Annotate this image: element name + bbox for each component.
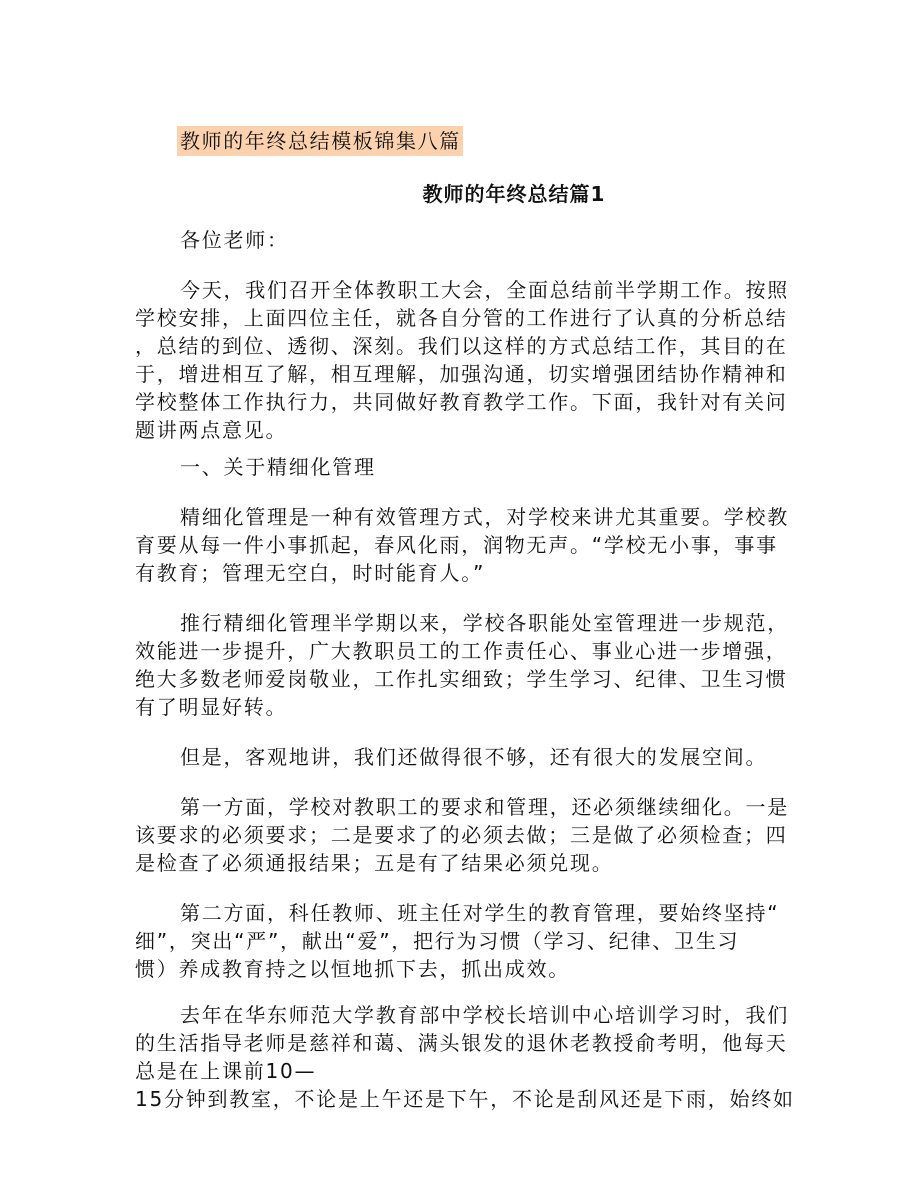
paragraph-line: 育要从每一件小事抓起，春风化雨，润物无声。“学校无小事，事事 bbox=[135, 533, 778, 557]
section-heading: 教师的年终总结篇1 bbox=[422, 182, 606, 206]
paragraph bbox=[135, 793, 789, 877]
document-title: 教师的年终总结模板锦集八篇 bbox=[177, 126, 463, 156]
paragraph-line: ，总结的到位、透彻、深刻。我们以这样的方式总结工作，其目的在 bbox=[135, 334, 788, 358]
paragraph-line: 有了明显好转。 bbox=[135, 695, 288, 719]
paragraph bbox=[135, 1001, 795, 1113]
paragraph-line: 该要求的必须要求；二是要求了的必须去做；三是做了必须检查；四 bbox=[135, 823, 788, 847]
paragraph-line: 细”，突出“严”，献出“爱”，把行为习惯（学习、纪律、卫生习 bbox=[135, 929, 740, 953]
paragraph-line: 有教育；管理无空白，时时能育人。” bbox=[135, 561, 486, 585]
paragraph-line: 精细化管理是一种有效管理方式，对学校来讲尤其重要。学校教 bbox=[180, 505, 789, 529]
paragraph bbox=[135, 276, 789, 444]
paragraph-line: 今天，我们召开全体教职工大会，全面总结前半学期工作。按照 bbox=[180, 278, 789, 302]
paragraph-line: 但是，客观地讲，我们还做得很不够，还有很大的发展空间。 bbox=[180, 745, 768, 769]
paragraph-line: 总是在上课前10— bbox=[135, 1059, 317, 1083]
paragraph-line: 效能进一步提升，广大教职员工的工作责任心、事业心进一步增强， bbox=[135, 639, 788, 663]
paragraph bbox=[135, 899, 780, 983]
paragraph-line: 绝大多数老师爱岗敬业，工作扎实细致；学生学习、纪律、卫生习惯 bbox=[135, 667, 788, 691]
paragraph-line: 各位老师： bbox=[180, 228, 289, 252]
paragraph bbox=[135, 226, 775, 254]
paragraph-line: 是检查了必须通报结果；五是有了结果必须兑现。 bbox=[135, 851, 614, 875]
paragraph-line: 第一方面，学校对教职工的要求和管理，还必须继续细化。一是 bbox=[180, 795, 789, 819]
paragraph bbox=[135, 503, 789, 587]
paragraph bbox=[135, 609, 789, 721]
paragraph-line: 惯）养成教育持之以恒地抓下去，抓出成效。 bbox=[135, 957, 570, 981]
paragraph-line: 学校整体工作执行力，共同做好教育教学工作。下面，我针对有关问 bbox=[135, 390, 788, 414]
paragraph bbox=[135, 453, 775, 481]
paragraph-line: 15分钟到教室，不论是上午还是下午，不论是刮风还是下雨，始终如 bbox=[135, 1087, 795, 1111]
paragraph-line: 去年在华东师范大学教育部中学校长培训中心培训学习时，我们 bbox=[180, 1003, 789, 1027]
paragraph-line: 题讲两点意见。 bbox=[135, 418, 288, 442]
paragraph-line: 的生活指导老师是慈祥和蔼、满头银发的退休老教授俞考明，他每天 bbox=[135, 1031, 788, 1055]
paragraph-line: 学校安排，上面四位主任，就各自分管的工作进行了认真的分析总结 bbox=[135, 306, 788, 330]
paragraph-line: 一、关于精细化管理 bbox=[180, 455, 376, 479]
paragraph-line: 第二方面，科任教师、班主任对学生的教育管理，要始终坚持“ bbox=[180, 901, 780, 925]
paragraph bbox=[135, 743, 775, 771]
paragraph-line: 推行精细化管理半学期以来，学校各职能处室管理进一步规范， bbox=[180, 611, 789, 635]
paragraph-line: 于，增进相互了解，相互理解，加强沟通，切实增强团结协作精神和 bbox=[135, 362, 788, 386]
